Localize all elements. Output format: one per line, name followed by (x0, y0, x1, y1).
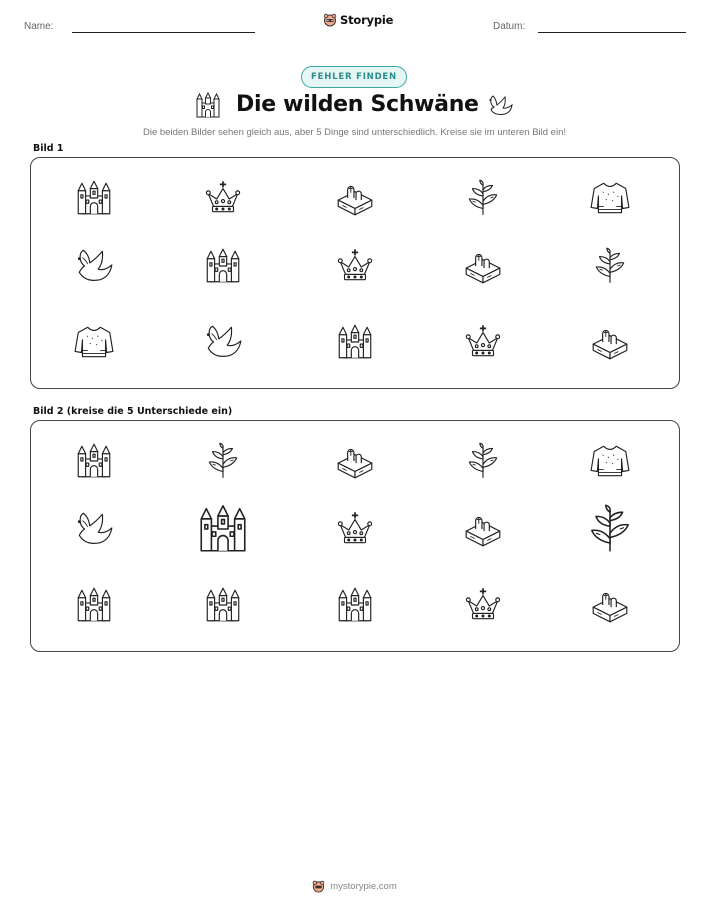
sweater-icon (589, 177, 631, 219)
graveyard-icon[interactable] (462, 508, 504, 550)
storypie-logo-icon (323, 13, 337, 27)
footer (0, 880, 709, 893)
nettle-icon[interactable] (462, 440, 504, 482)
instructions: Die beiden Bilder sehen gleich aus, aber 5 Dinge sind unterschiedlich. Kreise sie im unteren Bild ein! (143, 127, 566, 138)
title-row (0, 90, 709, 124)
crown-icon (334, 245, 376, 287)
graveyard-icon (334, 177, 376, 219)
castle-icon (334, 321, 376, 363)
nettle-icon (589, 245, 631, 287)
badge-label: FEHLER FINDEN (311, 72, 397, 82)
crown-icon[interactable] (334, 508, 376, 550)
graveyard-icon[interactable] (589, 584, 631, 626)
sweater-icon[interactable] (589, 440, 631, 482)
swan-icon (73, 245, 115, 287)
castle-icon[interactable] (194, 500, 252, 558)
castle-icon (73, 177, 115, 219)
graveyard-icon (589, 321, 631, 363)
nettle-icon[interactable] (582, 501, 638, 557)
crown-icon (202, 177, 244, 219)
crown-icon[interactable] (462, 584, 504, 626)
footer-url: mystorypie.com (330, 881, 397, 892)
name-line (72, 32, 255, 33)
picture1-panel (30, 157, 680, 389)
castle-icon (202, 245, 244, 287)
swan-icon (485, 90, 515, 120)
date-label: Datum: (493, 21, 526, 32)
castle-icon (193, 90, 223, 120)
graveyard-icon[interactable] (334, 440, 376, 482)
nettle-icon (462, 177, 504, 219)
brand (323, 13, 393, 27)
sweater-icon (73, 321, 115, 363)
castle-icon[interactable] (73, 584, 115, 626)
name-label: Name: (24, 21, 54, 32)
castle-icon[interactable] (73, 440, 115, 482)
picture1-label: Bild 1 (33, 143, 64, 154)
castle-icon[interactable] (202, 584, 244, 626)
activity-badge (301, 66, 407, 88)
worksheet-title: Die wilden Schwäne (236, 92, 479, 117)
brand-name: Storypie (340, 13, 394, 27)
storypie-logo-icon (312, 880, 325, 893)
castle-icon[interactable] (334, 584, 376, 626)
date-line (538, 32, 686, 33)
swan-icon[interactable] (73, 508, 115, 550)
graveyard-icon (462, 245, 504, 287)
nettle-icon[interactable] (202, 440, 244, 482)
picture2-panel[interactable] (30, 420, 680, 652)
crown-icon (462, 321, 504, 363)
swan-icon (202, 321, 244, 363)
picture2-label: Bild 2 (kreise die 5 Unterschiede ein) (33, 406, 233, 417)
